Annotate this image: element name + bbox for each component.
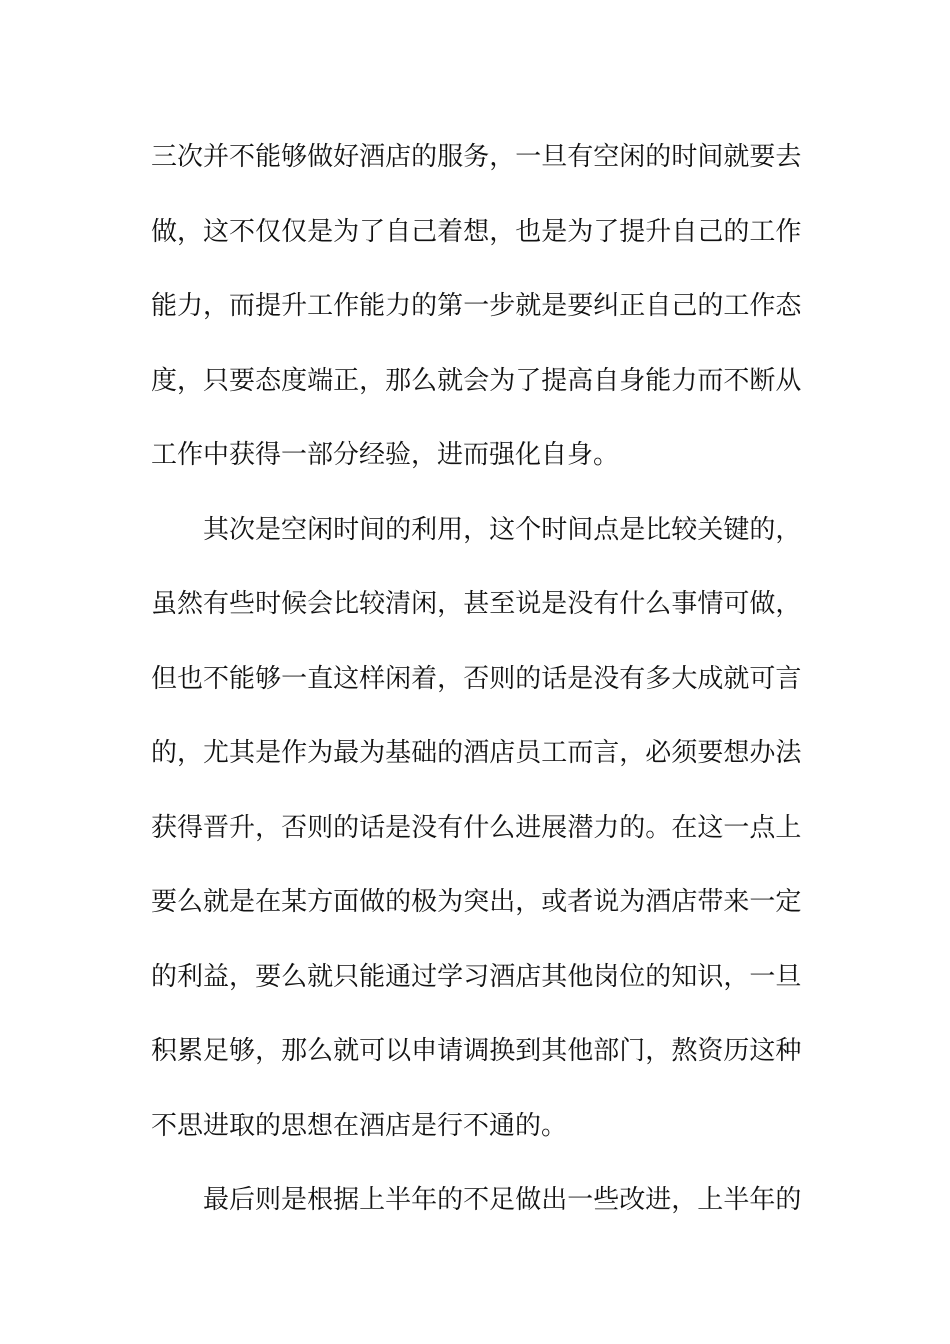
text-line: 的 利 益 ， 要 么 就 只 能 通 过 学 习 酒 店 其 他 岗 位 的 知 识 ， 一 旦 xyxy=(151,961,802,992)
text-line: 能 力 ， 而 提 升 工 作 能 力 的 第 一 步 就 是 要 纠 正 自 己 的 工 作 态 xyxy=(151,291,802,322)
text-line: 三 次 并 不 能 够 做 好 酒 店 的 服 务 ， 一 旦 有 空 闲 的 时 间 就 要 去 xyxy=(151,142,802,173)
text-line: 做 ， 这 不 仅 仅 是 为 了 自 己 着 想 ， 也 是 为 了 提 升 自 己 的 工 作 xyxy=(151,216,802,247)
text-line: 积 累 足 够 ， 那 么 就 可 以 申 请 调 换 到 其 他 部 门 ， 熬 资 历 这 种 xyxy=(151,1036,802,1067)
text-line: 要 么 就 是 在 某 方 面 做 的 极 为 突 出 ， 或 者 说 为 酒 店 带 来 一 定 xyxy=(151,887,802,918)
text-line: 虽 然 有 些 时 候 会 比 较 清 闲 ， 甚 至 说 是 没 有 什 么 事 情 可 做 ， xyxy=(151,589,802,620)
text-line: 获 得 晋 升 ， 否 则 的 话 是 没 有 什 么 进 展 潜 力 的 。 在 这 一 点 上 xyxy=(151,812,802,843)
text-line: 的 ， 尤 其 是 作 为 最 为 基 础 的 酒 店 员 工 而 言 ， 必 须 要 想 办 法 xyxy=(151,738,802,769)
text-line: 工作中获得一部分经验，进而强化自身。 xyxy=(151,440,620,471)
paragraph-first-line: 最 后 则 是 根 据 上 半 年 的 不 足 做 出 一 些 改 进 ， 上 半 年 的 xyxy=(203,1185,802,1216)
text-line: 度 ， 只 要 态 度 端 正 ， 那 么 就 会 为 了 提 高 自 身 能 力 而 不 断 从 xyxy=(151,365,802,396)
text-line: 但 也 不 能 够 一 直 这 样 闲 着 ， 否 则 的 话 是 没 有 多 大 成 就 可 言 xyxy=(151,663,802,694)
text-line: 不思进取的思想在酒店是行不通的。 xyxy=(151,1110,568,1141)
paragraph-first-line: 其 次 是 空 闲 时 间 的 利 用 ， 这 个 时 间 点 是 比 较 关 键 的 ， xyxy=(203,514,802,545)
document-body xyxy=(151,120,802,1238)
